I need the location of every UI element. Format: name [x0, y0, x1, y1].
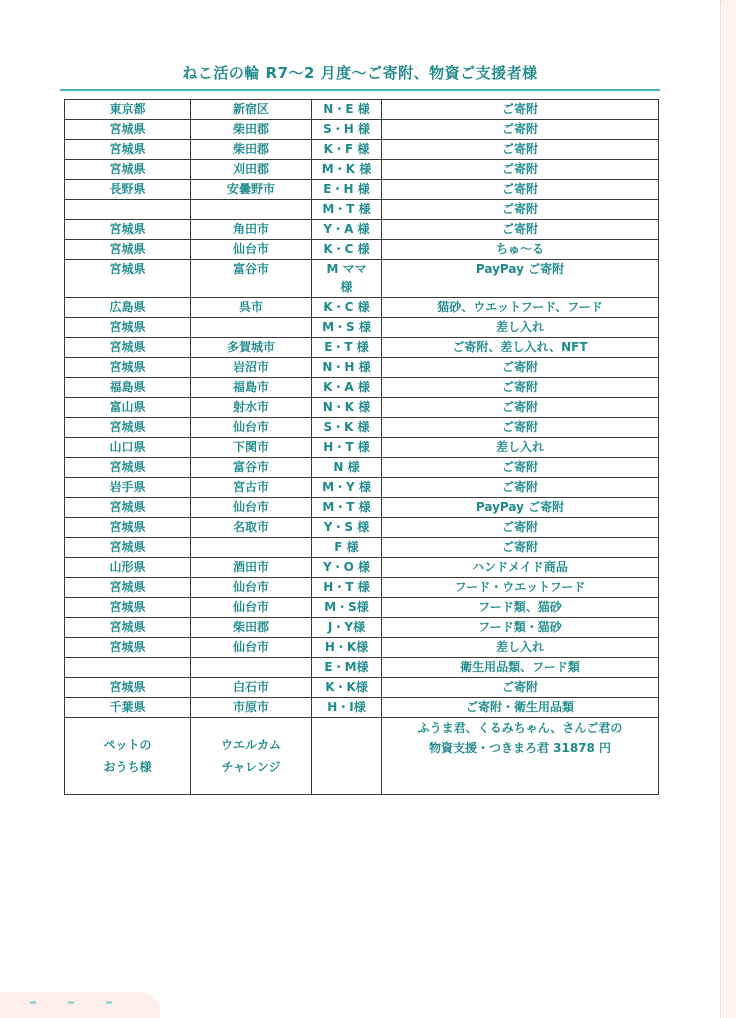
- cell-prefecture: 広島県: [65, 298, 191, 318]
- cell-prefecture: 富山県: [65, 398, 191, 418]
- cell-city: 仙台市: [191, 418, 312, 438]
- cell-name: S・H 様: [312, 120, 382, 140]
- table-row: [65, 558, 659, 578]
- page-right-edge: [722, 0, 736, 1018]
- table-row: [65, 180, 659, 200]
- final-donation-line1: ふうま君、くるみちゃん、さんご君の: [417, 721, 623, 735]
- cell-donation: ご寄附: [382, 140, 659, 160]
- cell-name: N・E 様: [312, 100, 382, 120]
- cell-name: K・A 様: [312, 378, 382, 398]
- cell-prefecture: 宮城県: [65, 160, 191, 180]
- cell-prefecture: 宮城県: [65, 578, 191, 598]
- cell-donation: 差し入れ: [382, 638, 659, 658]
- cell-donation: 差し入れ: [382, 318, 659, 338]
- table-row: [65, 698, 659, 718]
- cell-donation: ご寄附: [382, 398, 659, 418]
- table-row: [65, 538, 659, 558]
- cell-name: H・T 様: [312, 578, 382, 598]
- cell-name: E・M様: [312, 658, 382, 678]
- table-row: [65, 298, 659, 318]
- table-row: [65, 598, 659, 618]
- cell-name: K・C 様: [312, 240, 382, 260]
- cell-name: M・S様: [312, 598, 382, 618]
- table-row: [65, 260, 659, 298]
- cell-prefecture: [65, 658, 191, 678]
- cell-prefecture: 山形県: [65, 558, 191, 578]
- page-title: ねこ活の輪 R7〜2 月度〜ご寄附、物資ご支援者様: [182, 64, 538, 82]
- table-row: [65, 578, 659, 598]
- cell-city: 岩沼市: [191, 358, 312, 378]
- cell-prefecture: 宮城県: [65, 120, 191, 140]
- cell-name: N・K 様: [312, 398, 382, 418]
- cell-prefecture: [65, 200, 191, 220]
- cell-donation: ちゅ〜る: [382, 240, 659, 260]
- table-row: [65, 678, 659, 698]
- cell-donation: 差し入れ: [382, 438, 659, 458]
- table-row: [65, 160, 659, 180]
- cell-donation: フード類、猫砂: [382, 598, 659, 618]
- cell-city: 名取市: [191, 518, 312, 538]
- corner-mark: [68, 1001, 74, 1004]
- cell-donation: ご寄附、差し入れ、NFT: [382, 338, 659, 358]
- cell-prefecture: 宮城県: [65, 318, 191, 338]
- supporters-table: [64, 99, 659, 795]
- cell-donation: ご寄附: [382, 160, 659, 180]
- table-row: [65, 120, 659, 140]
- cell-final-city: [191, 718, 312, 795]
- cell-prefecture: 宮城県: [65, 538, 191, 558]
- cell-donation: ご寄附: [382, 458, 659, 478]
- cell-prefecture: 福島県: [65, 378, 191, 398]
- cell-prefecture: 宮城県: [65, 518, 191, 538]
- cell-name: M・T 様: [312, 200, 382, 220]
- cell-donation: ハンドメイド商品: [382, 558, 659, 578]
- cell-name: K・C 様: [312, 298, 382, 318]
- cell-donation: ご寄附: [382, 478, 659, 498]
- cell-name: H・T 様: [312, 438, 382, 458]
- cell-city: 柴田郡: [191, 120, 312, 140]
- cell-city: 多賀城市: [191, 338, 312, 358]
- table-row: [65, 338, 659, 358]
- cell-final-name: [312, 718, 382, 795]
- cell-city: 安曇野市: [191, 180, 312, 200]
- table-row: [65, 140, 659, 160]
- cell-name: M・T 様: [312, 498, 382, 518]
- cell-name: E・T 様: [312, 338, 382, 358]
- cell-name: M・Y 様: [312, 478, 382, 498]
- cell-prefecture: 宮城県: [65, 260, 191, 298]
- table-row: [65, 398, 659, 418]
- cell-donation: ご寄附: [382, 518, 659, 538]
- cell-prefecture: 長野県: [65, 180, 191, 200]
- cell-city: 富谷市: [191, 458, 312, 478]
- table-row: [65, 318, 659, 338]
- cell-prefecture: 宮城県: [65, 220, 191, 240]
- cell-name: E・H 様: [312, 180, 382, 200]
- cell-prefecture: 宮城県: [65, 598, 191, 618]
- cell-donation: ご寄附: [382, 358, 659, 378]
- cell-donation: 衛生用品類、フード類: [382, 658, 659, 678]
- cell-prefecture: 東京都: [65, 100, 191, 120]
- table-row: [65, 458, 659, 478]
- cell-donation: PayPay ご寄附: [382, 498, 659, 518]
- table-row: [65, 618, 659, 638]
- cell-prefecture: 宮城県: [65, 638, 191, 658]
- cell-donation: ご寄附: [382, 220, 659, 240]
- final-prefecture-line2: おうち様: [103, 760, 152, 774]
- cell-final-donation: [382, 718, 659, 795]
- cell-name: H・I様: [312, 698, 382, 718]
- table-row: [65, 498, 659, 518]
- cell-donation: フード・ウエットフード: [382, 578, 659, 598]
- final-donation-line2: 物資支援・つきまろ君 31878 円: [428, 741, 612, 755]
- final-city-line2: チャレンジ: [221, 760, 281, 774]
- cell-city: 市原市: [191, 698, 312, 718]
- cell-name: K・F 様: [312, 140, 382, 160]
- table-row: [65, 418, 659, 438]
- cell-prefecture: 宮城県: [65, 358, 191, 378]
- cell-city: 刈田郡: [191, 160, 312, 180]
- table-row: [65, 478, 659, 498]
- cell-city: 宮古市: [191, 478, 312, 498]
- cell-donation: ご寄附: [382, 378, 659, 398]
- cell-prefecture: 宮城県: [65, 618, 191, 638]
- cell-donation: フード類・猫砂: [382, 618, 659, 638]
- cell-city: [191, 318, 312, 338]
- cell-city: 柴田郡: [191, 140, 312, 160]
- cell-city: 仙台市: [191, 498, 312, 518]
- cell-prefecture: 宮城県: [65, 240, 191, 260]
- cell-donation: ご寄附: [382, 200, 659, 220]
- cell-prefecture: 宮城県: [65, 458, 191, 478]
- title-underline: [60, 89, 660, 91]
- cell-city: [191, 538, 312, 558]
- cell-donation: ご寄附・衛生用品類: [382, 698, 659, 718]
- cell-prefecture: 千葉県: [65, 698, 191, 718]
- cell-city: 酒田市: [191, 558, 312, 578]
- cell-prefecture: 宮城県: [65, 140, 191, 160]
- table-row: [65, 220, 659, 240]
- corner-mark: [106, 1001, 112, 1004]
- cell-name: N・H 様: [312, 358, 382, 378]
- cell-name: N 様: [312, 458, 382, 478]
- final-prefecture-line1: ペットの: [103, 738, 152, 752]
- cell-donation: ご寄附: [382, 180, 659, 200]
- cell-name: J・Y様: [312, 618, 382, 638]
- cell-name: Y・S 様: [312, 518, 382, 538]
- cell-name: M・K 様: [312, 160, 382, 180]
- table-row: [65, 358, 659, 378]
- cell-city: 仙台市: [191, 240, 312, 260]
- table-row: [65, 100, 659, 120]
- cell-name: F 様: [312, 538, 382, 558]
- table-row: [65, 438, 659, 458]
- cell-donation: 猫砂、ウエットフード、フード: [382, 298, 659, 318]
- cell-city: 富谷市: [191, 260, 312, 298]
- final-city-line1: ウエルカム: [220, 738, 281, 752]
- cell-donation: ご寄附: [382, 418, 659, 438]
- corner-mark: [30, 1001, 36, 1004]
- cell-city: 柴田郡: [191, 618, 312, 638]
- cell-donation: ご寄附: [382, 678, 659, 698]
- cell-name: M ママ 様: [312, 260, 382, 298]
- table-row: [65, 518, 659, 538]
- cell-name: K・K様: [312, 678, 382, 698]
- table-row: [65, 658, 659, 678]
- cell-prefecture: 宮城県: [65, 418, 191, 438]
- page-corner-decoration: [0, 992, 160, 1018]
- cell-prefecture: 宮城県: [65, 678, 191, 698]
- cell-name: S・K 様: [312, 418, 382, 438]
- cell-prefecture: 岩手県: [65, 478, 191, 498]
- table-row: [65, 240, 659, 260]
- cell-prefecture: 宮城県: [65, 338, 191, 358]
- cell-name: Y・O 様: [312, 558, 382, 578]
- cell-donation: ご寄附: [382, 538, 659, 558]
- cell-city: 下関市: [191, 438, 312, 458]
- cell-city: 白石市: [191, 678, 312, 698]
- cell-city: 角田市: [191, 220, 312, 240]
- cell-city: 射水市: [191, 398, 312, 418]
- table-row: [65, 638, 659, 658]
- cell-city: 呉市: [191, 298, 312, 318]
- cell-city: 仙台市: [191, 598, 312, 618]
- cell-name: Y・A 様: [312, 220, 382, 240]
- cell-city: 福島市: [191, 378, 312, 398]
- cell-donation: ご寄附: [382, 100, 659, 120]
- cell-city: 新宿区: [191, 100, 312, 120]
- cell-name: M・S 様: [312, 318, 382, 338]
- cell-city: 仙台市: [191, 638, 312, 658]
- supporters-table-footer: [65, 718, 659, 795]
- table-row: [65, 200, 659, 220]
- cell-city: 仙台市: [191, 578, 312, 598]
- cell-prefecture: 宮城県: [65, 498, 191, 518]
- cell-name: H・K様: [312, 638, 382, 658]
- cell-city: [191, 200, 312, 220]
- supporters-table-body: [65, 100, 659, 718]
- table-row-final: [65, 718, 659, 795]
- cell-final-prefecture: [65, 718, 191, 795]
- cell-city: [191, 658, 312, 678]
- cell-donation: PayPay ご寄附: [382, 260, 659, 298]
- table-row: [65, 378, 659, 398]
- cell-prefecture: 山口県: [65, 438, 191, 458]
- cell-donation: ご寄附: [382, 120, 659, 140]
